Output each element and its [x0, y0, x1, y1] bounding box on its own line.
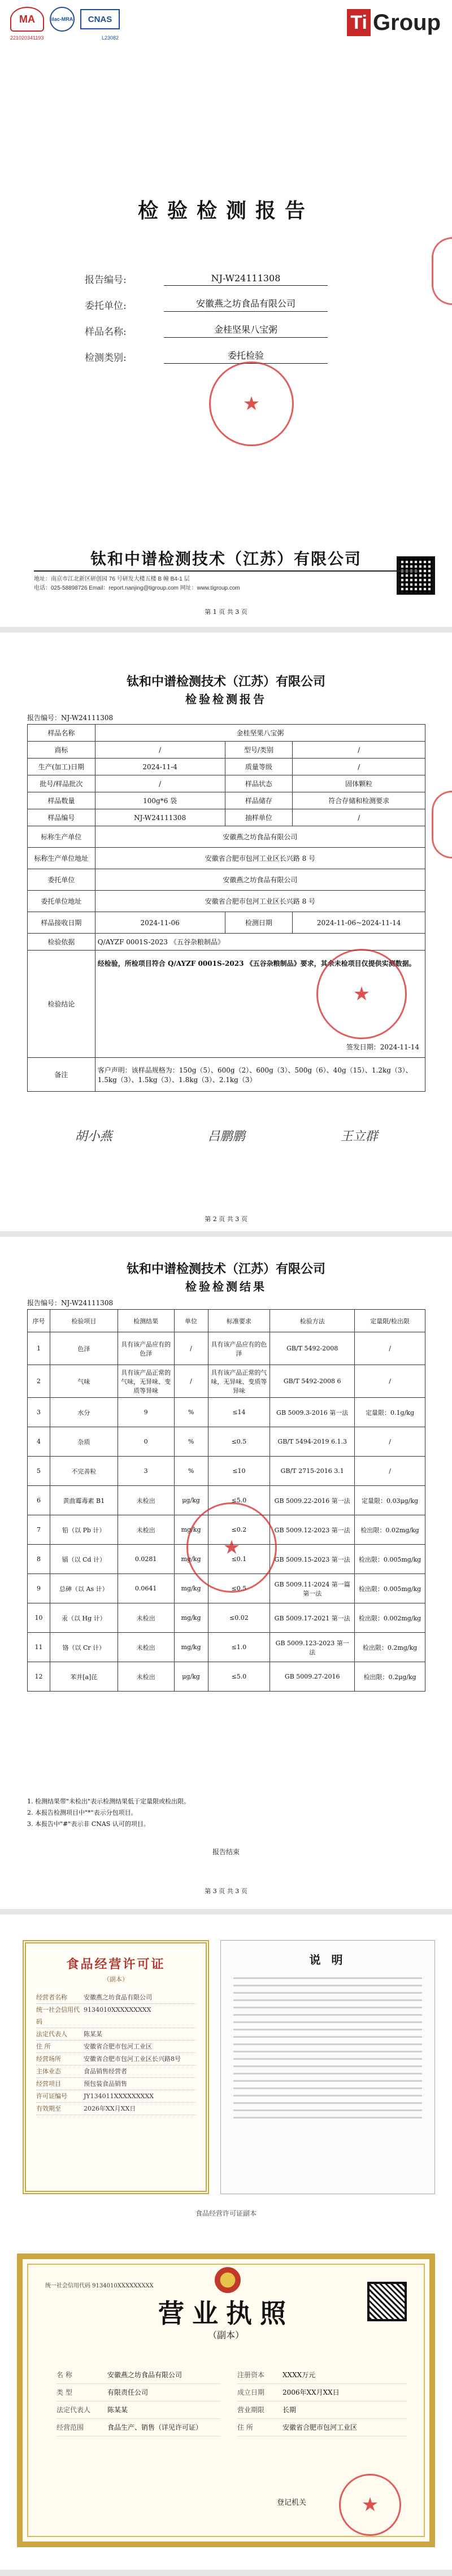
- cell-no: 2: [28, 1365, 50, 1398]
- info-label: 报告编号:: [85, 274, 127, 286]
- report-number: 报告编号：NJ-W24111308: [27, 714, 114, 722]
- permit-field: [36, 2103, 195, 2115]
- info-row-sample: [85, 312, 328, 338]
- seal-star-icon: ★: [353, 983, 371, 1005]
- field-label: 类 型: [56, 2388, 72, 2396]
- table-row: [28, 1662, 425, 1692]
- cell-req: ≤0.02: [208, 1603, 270, 1633]
- col-header: 检验方法: [270, 1310, 355, 1332]
- registration-seal: [339, 2474, 401, 2536]
- notes-title: 说 明: [309, 1953, 346, 1967]
- perforation-seal: [432, 237, 452, 305]
- info-value: 安徽燕之坊食品有限公司: [164, 297, 328, 312]
- cell-value: /: [293, 742, 425, 759]
- col-header: 单位: [174, 1310, 208, 1332]
- report-end: 报告结束: [212, 1848, 240, 1856]
- license-field: [56, 2419, 220, 2436]
- cell-unit: mg/kg: [174, 1545, 208, 1574]
- cell-label: 样品储存: [225, 792, 293, 809]
- cell-value: Q/AYZF 0001S-2023 《五谷杂粮制品》: [95, 934, 425, 951]
- cell-value: /: [95, 742, 225, 759]
- cell-value: 2024-11-06: [95, 912, 225, 934]
- note-line: 1. 检测结果带"未检出"表示检测结果低于定量限或检出限。: [27, 1798, 190, 1805]
- cell-method: GB 5009.12-2023 第一法: [270, 1515, 355, 1545]
- field-label: 主体业态: [36, 2068, 61, 2075]
- permit-field: [36, 1991, 195, 2004]
- report-page-3: [0, 1237, 452, 1909]
- cell-value: 安徽燕之坊食品有限公司: [95, 869, 425, 891]
- company-seal: [209, 361, 294, 446]
- ilac-mra-logo: ilac-MRA: [50, 7, 75, 32]
- cell-label: 标称生产单位地址: [28, 848, 95, 869]
- cell-value: 安徽省合肥市包河工业区长兴路 8 号: [95, 848, 425, 869]
- license-frame: [17, 2254, 435, 2547]
- cell-method: GB/T 5494-2019 6.1.3: [270, 1427, 355, 1457]
- company-name: 钛和中谱检测技术（江苏）有限公司: [126, 674, 325, 689]
- report-seal: [316, 949, 407, 1039]
- field-value: 陈某某: [84, 2030, 102, 2038]
- cell-lod: 定量限：0.1g/kg: [355, 1398, 425, 1427]
- permit-field: [36, 2053, 195, 2065]
- page-number: 第 1 页 共 3 页: [205, 608, 247, 616]
- registration-authority: 登记机关: [277, 2499, 307, 2507]
- field-value: 9134010XXXXXXXXX: [84, 2006, 151, 2013]
- permit-fields: [36, 1991, 195, 2115]
- issue-date: 签发日期：2024-11-14: [346, 1043, 419, 1051]
- page-number: 第 3 页 共 3 页: [205, 1888, 247, 1895]
- cell-unit: μg/kg: [174, 1662, 208, 1692]
- cell-unit: %: [174, 1398, 208, 1427]
- cell-item: 杂质: [50, 1427, 118, 1457]
- footer-contact: 电话：025-58898726 Email：report.nanjing@tigroup.com 网址：www.tigroup.com: [34, 585, 240, 591]
- seal-star-icon: ★: [361, 2494, 379, 2516]
- cell-label: 样品数量: [28, 792, 95, 809]
- remark-value: 客户声明：该样品规格为：150g（5）、600g（2）、600g（3）、500g（6）、40g（15）、1.2kg（3）、1.5kg（3）、1.5kg（3）、1.8kg（3）、2.1kg（3）: [95, 1058, 425, 1092]
- col-header: 定量限/检出限: [355, 1310, 425, 1332]
- field-value: 2006年XX月XX日: [282, 2388, 340, 2396]
- note-line: 3. 本报告中"#"表示非 CNAS 认可的项目。: [27, 1820, 150, 1828]
- report-cover: [0, 0, 452, 627]
- page-subtitle: 检验检测报告: [185, 692, 267, 706]
- license-field: [237, 2384, 407, 2401]
- cell-req: ≤0.2: [208, 1515, 270, 1545]
- report-seal: [186, 1502, 277, 1593]
- cell-lod: 定量限：0.03μg/kg: [355, 1486, 425, 1515]
- cell-req: ≤10: [208, 1457, 270, 1486]
- tigroup-logo: [347, 9, 441, 36]
- cell-result: 具有该产品正常的气味，无异味、变质等异味: [118, 1365, 174, 1398]
- food-permit: [0, 1915, 452, 2231]
- cell-item: 总砷（以 As 计）: [50, 1574, 118, 1603]
- cell-label: 样品名称: [28, 725, 95, 742]
- cell-result: 未检出: [118, 1603, 174, 1633]
- license-field: [237, 2401, 407, 2419]
- cell-item: 色泽: [50, 1332, 118, 1365]
- cell-no: 5: [28, 1457, 50, 1486]
- cell-label: 备注: [28, 1058, 95, 1092]
- cell-method: GB 5009.17-2021 第一法: [270, 1603, 355, 1633]
- cell-result: 0.0641: [118, 1574, 174, 1603]
- table-row: [28, 1427, 425, 1457]
- cell-lod: /: [355, 1332, 425, 1365]
- permit-copy: [23, 1940, 209, 2194]
- permit-field: [36, 2004, 195, 2028]
- credit-code: 统一社会信用代码 9134010XXXXXXXXX: [45, 2283, 154, 2289]
- cell-unit: mg/kg: [174, 1633, 208, 1662]
- business-license: [0, 2231, 452, 2570]
- cell-value: 金桂坚果八宝粥: [95, 725, 425, 742]
- cell-no: 9: [28, 1574, 50, 1603]
- info-row-report-no: [85, 260, 328, 286]
- cell-item: 铅（以 Pb 计）: [50, 1515, 118, 1545]
- table-row: [28, 1365, 425, 1398]
- cell-lod: 检出限：0.2μg/kg: [355, 1662, 425, 1692]
- cell-label: 型号/类别: [225, 742, 293, 759]
- info-label: 样品名称:: [85, 326, 127, 338]
- info-label: 委托单位:: [85, 300, 127, 312]
- cell-value: 固体颗粒: [293, 775, 425, 792]
- cell-no: 12: [28, 1662, 50, 1692]
- permit-field: [36, 2028, 195, 2041]
- field-label: 营业期限: [237, 2406, 265, 2414]
- cell-req: ≤5.0: [208, 1662, 270, 1692]
- cell-method: GB/T 2715-2016 3.1: [270, 1457, 355, 1486]
- cell-result: 未检出: [118, 1515, 174, 1545]
- cell-req: ≤0.1: [208, 1545, 270, 1574]
- page-number: 第 2 页 共 3 页: [205, 1215, 247, 1223]
- cell-unit: μg/kg: [174, 1486, 208, 1515]
- field-label: 名 称: [56, 2371, 72, 2379]
- info-label: 检测类别:: [85, 352, 127, 364]
- field-label: 经营范围: [56, 2424, 84, 2431]
- cell-lod: 检出限：0.02mg/kg: [355, 1515, 425, 1545]
- cell-label: 生产(加工)日期: [28, 759, 95, 775]
- cell-method: GB 5009.27-2016: [270, 1662, 355, 1692]
- field-value: 2026年XX月XX日: [84, 2105, 136, 2112]
- field-value: 预包装食品销售: [84, 2080, 127, 2087]
- cell-label: 检验依据: [28, 934, 95, 951]
- cell-label: 批号/样品批次: [28, 775, 95, 792]
- field-value: JY134011XXXXXXXXX: [84, 2093, 154, 2100]
- cell-value: /: [95, 775, 225, 792]
- field-label: 注册资本: [237, 2371, 265, 2379]
- license-fields-left: [56, 2366, 220, 2436]
- info-value: 金桂坚果八宝粥: [164, 322, 328, 338]
- cell-label: 检测日期: [225, 912, 293, 934]
- cell-label: 抽样单位: [225, 809, 293, 826]
- license-fields-right: [237, 2366, 407, 2436]
- cell-label: 样品编号: [28, 809, 95, 826]
- cell-value: /: [293, 809, 425, 826]
- cell-result: 未检出: [118, 1662, 174, 1692]
- accreditation-logos: [10, 7, 120, 32]
- cell-no: 1: [28, 1332, 50, 1365]
- license-field: [237, 2419, 407, 2436]
- cell-no: 8: [28, 1545, 50, 1574]
- cell-value: 100g*6 袋: [95, 792, 225, 809]
- permit-field: [36, 2090, 195, 2103]
- cell-item: 水分: [50, 1398, 118, 1427]
- cell-item: 镉（以 Cd 计）: [50, 1545, 118, 1574]
- field-value: 有限责任公司: [107, 2388, 149, 2396]
- table-row: [28, 1603, 425, 1633]
- table-header-row: [28, 1310, 425, 1332]
- license-field: [56, 2401, 220, 2419]
- perforation-seal: [432, 791, 452, 858]
- cell-result: 具有该产品应有的色泽: [118, 1332, 174, 1365]
- cell-no: 6: [28, 1486, 50, 1515]
- cell-result: 未检出: [118, 1486, 174, 1515]
- field-value: 陈某某: [107, 2406, 128, 2414]
- cell-item: 汞（以 Hg 计）: [50, 1603, 118, 1633]
- cnas-logo: CNAS: [80, 9, 120, 29]
- cell-item: 不完善粒: [50, 1457, 118, 1486]
- field-label: 经营项目: [36, 2080, 61, 2087]
- field-value: 食品生产、销售（详见许可证）: [107, 2424, 203, 2431]
- cell-no: 7: [28, 1515, 50, 1545]
- cell-method: GB 5009.22-2016 第一法: [270, 1486, 355, 1515]
- cell-unit: mg/kg: [174, 1574, 208, 1603]
- cover-footer: [34, 570, 418, 593]
- info-row-category: [85, 338, 328, 364]
- brand-suffix: Group: [373, 10, 441, 35]
- note-line: 2. 本报告检测项目中"*"表示分包项目。: [27, 1809, 137, 1816]
- cell-label: 委托单位: [28, 869, 95, 891]
- col-header: 序号: [28, 1310, 50, 1332]
- footer-address: 地址：南京市江北新区研创园 76 号研发大楼五楼 B 幢 B4-1 层: [34, 576, 190, 582]
- cma-cert-number: 221020341193: [10, 35, 44, 41]
- license-field: [237, 2366, 407, 2384]
- cell-req: ≤14: [208, 1398, 270, 1427]
- cell-no: 10: [28, 1603, 50, 1633]
- field-label: 住 所: [237, 2424, 253, 2431]
- cell-item: 苯并[a]芘: [50, 1662, 118, 1692]
- page-subtitle: 检验检测结果: [185, 1280, 267, 1293]
- cell-method: GB 5009.123-2023 第一法: [270, 1633, 355, 1662]
- permit-subtitle: （副本）: [103, 1976, 128, 1983]
- permit-title: 食品经营许可证: [66, 1957, 166, 1972]
- cell-req: 具有该产品正常的气味，无异味、变质等异味: [208, 1365, 270, 1398]
- cnas-lab-number: L23082: [102, 35, 119, 41]
- cell-result: 0: [118, 1427, 174, 1457]
- cell-unit: /: [174, 1365, 208, 1398]
- cell-no: 3: [28, 1398, 50, 1427]
- cell-label: 样品状态: [225, 775, 293, 792]
- permit-field: [36, 2065, 195, 2078]
- field-label: 统一社会信用代码: [36, 2006, 80, 2025]
- cell-result: 3: [118, 1457, 174, 1486]
- signature-reviewer: 吕鹏鹏: [207, 1130, 245, 1144]
- seal-star-icon: ★: [242, 393, 260, 415]
- cell-value: 符合存储和检测要求: [293, 792, 425, 809]
- cell-lod: 检出限：0.005mg/kg: [355, 1545, 425, 1574]
- field-value: 安徽省合肥市包河工业区长兴路8号: [84, 2055, 181, 2063]
- field-value: 安徽省合肥市包河工业区: [84, 2043, 152, 2050]
- table-row: [28, 1332, 425, 1365]
- cell-item: 铬（以 Cr 计）: [50, 1633, 118, 1662]
- field-label: 法定代表人: [56, 2406, 91, 2414]
- permit-notes: [220, 1940, 435, 2194]
- license-field: [56, 2366, 220, 2384]
- info-value: NJ-W24111308: [164, 273, 328, 286]
- table-row: [28, 1633, 425, 1662]
- cell-req: ≤0.5: [208, 1427, 270, 1457]
- cell-req: ≤0.5: [208, 1574, 270, 1603]
- cell-value: 安徽燕之坊食品有限公司: [95, 826, 425, 848]
- field-label: 法定代表人: [36, 2030, 67, 2038]
- cover-info: [85, 260, 328, 364]
- cell-item: 黄曲霉毒素 B1: [50, 1486, 118, 1515]
- cell-unit: %: [174, 1427, 208, 1457]
- field-value: 食品销售经营者: [84, 2068, 127, 2075]
- field-value: 长期: [282, 2406, 297, 2414]
- cell-item: 气味: [50, 1365, 118, 1398]
- cell-value: 2024-11-06~2024-11-14: [293, 912, 425, 934]
- cell-result: 9: [118, 1398, 174, 1427]
- info-value: 委托检验: [164, 348, 328, 364]
- cell-unit: /: [174, 1332, 208, 1365]
- cell-method: GB 5009.15-2023 第一法: [270, 1545, 355, 1574]
- report-page-2: [0, 633, 452, 1231]
- national-emblem-icon: [215, 2267, 241, 2293]
- brand-prefix: Ti: [347, 9, 371, 36]
- conclusion-text: 经检验，所检项目符合 Q/AYZF 0001S-2023 《五谷杂粮制品》要求，其余未检项目仅提供实测数据。: [97, 960, 416, 967]
- cell-label: 商标: [28, 742, 95, 759]
- field-label: 有效期至: [36, 2105, 61, 2112]
- license-subtitle: （副本）: [207, 2330, 244, 2340]
- company-name: 钛和中谱检测技术（江苏）有限公司: [90, 550, 362, 568]
- cell-label: 质量等级: [225, 759, 293, 775]
- signature-tester: 胡小燕: [75, 1130, 112, 1144]
- table-row: [28, 1457, 425, 1486]
- permit-field: [36, 2078, 195, 2090]
- cell-lod: 检出限：0.002mg/kg: [355, 1603, 425, 1633]
- results-table: [27, 1309, 425, 1692]
- cma-logo: MA: [10, 7, 44, 32]
- col-header: 检测结果: [118, 1310, 174, 1332]
- cell-unit: mg/kg: [174, 1603, 208, 1633]
- page-title: 检验检测报告: [137, 199, 314, 223]
- cell-lod: /: [355, 1427, 425, 1457]
- license-title: 营业执照: [158, 2298, 294, 2329]
- cell-method: GB/T 5492-2008: [270, 1332, 355, 1365]
- cell-method: GB/T 5492-2008 6: [270, 1365, 355, 1398]
- cell-lod: 检出限：0.005mg/kg: [355, 1574, 425, 1603]
- field-label: 住 所: [36, 2043, 51, 2050]
- permit-field: [36, 2041, 195, 2053]
- notes-lines: [233, 1977, 422, 2119]
- signature-approver: 王立群: [340, 1130, 378, 1144]
- cell-label: 样品接收日期: [28, 912, 95, 934]
- table-row: [28, 1398, 425, 1427]
- cell-unit: mg/kg: [174, 1515, 208, 1545]
- cell-value: /: [293, 759, 425, 775]
- field-label: 经营者名称: [36, 1994, 67, 2001]
- cell-result: 未检出: [118, 1633, 174, 1662]
- license-field: [56, 2384, 220, 2401]
- info-row-client: [85, 286, 328, 312]
- col-header: 标准要求: [208, 1310, 270, 1332]
- field-label: 经营场所: [36, 2055, 61, 2063]
- field-value: XXXX万元: [282, 2371, 316, 2379]
- cell-unit: %: [174, 1457, 208, 1486]
- seal-star-icon: ★: [223, 1537, 241, 1558]
- cell-req: ≤5.0: [208, 1486, 270, 1515]
- field-value: 安徽燕之坊食品有限公司: [107, 2371, 182, 2379]
- field-label: 成立日期: [237, 2388, 265, 2396]
- cell-lod: /: [355, 1365, 425, 1398]
- cell-value: NJ-W24111308: [95, 809, 225, 826]
- permit-caption: 食品经营许可证副本: [195, 2209, 257, 2217]
- cell-value: 安徽省合肥市包河工业区长兴路 8 号: [95, 891, 425, 912]
- report-number: 报告编号：NJ-W24111308: [27, 1299, 114, 1307]
- cell-no: 4: [28, 1427, 50, 1457]
- field-value: 安徽省合肥市包河工业区: [282, 2424, 358, 2431]
- company-name: 钛和中谱检测技术（江苏）有限公司: [126, 1262, 325, 1276]
- cell-no: 11: [28, 1633, 50, 1662]
- cell-label: 标称生产单位: [28, 826, 95, 848]
- cell-result: 0.0281: [118, 1545, 174, 1574]
- cell-req: ≤1.0: [208, 1633, 270, 1662]
- field-value: 安徽燕之坊食品有限公司: [84, 1994, 152, 2001]
- col-header: 检验项目: [50, 1310, 118, 1332]
- field-label: 许可证编号: [36, 2093, 67, 2100]
- cell-label: 委托单位地址: [28, 891, 95, 912]
- cell-lod: 检出限：0.2mg/kg: [355, 1633, 425, 1662]
- signature-row: [27, 1127, 425, 1144]
- cell-method: GB 5009.11-2024 第一篇 第一法: [270, 1574, 355, 1603]
- cell-method: GB 5009.3-2016 第一法: [270, 1398, 355, 1427]
- notes: [27, 1796, 190, 1830]
- cell-lod: /: [355, 1457, 425, 1486]
- cell-value: 2024-11-4: [95, 759, 225, 775]
- cell-req: 具有该产品应有的色泽: [208, 1332, 270, 1365]
- cell-label: 检验结论: [28, 951, 95, 1058]
